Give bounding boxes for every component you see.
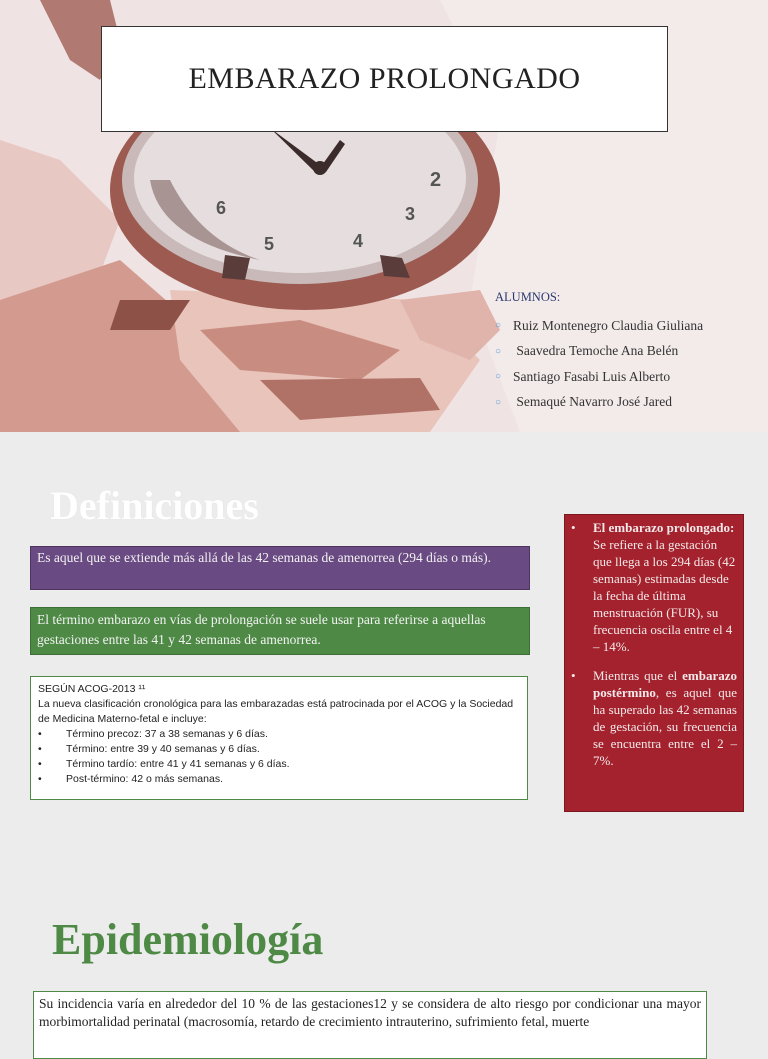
clock-number-3: 3 [405,204,416,224]
acog-heading: SEGÚN ACOG-2013 ¹¹ [38,683,146,695]
slide-title: EMBARAZO PROLONGADO [188,62,581,95]
student-item: ○ Semaqué Navarro José Jared [495,394,672,410]
list-item: • Término tardío: entre 41 y 41 semanas y 6 días. [38,758,290,770]
clock-number-2: 2 [430,169,442,191]
student-item: ○ Santiago Fasabi Luis Alberto [495,368,671,384]
epidemiology-text-box: Su incidencia varía en alrededor del 10 % de las gestaciones12 y se considera de alto riesgo por condicionar una mayor morbimortalidad perinatal (macrosomía, retardo de crecimiento intrauterino, sufrimiento fetal, muerte [33,991,707,1059]
clock-number-4: 4 [353,231,364,251]
list-item: • Término: entre 39 y 40 semanas y 6 días. [38,743,260,755]
circle-bullet-icon: ○ [495,396,502,408]
epidemiology-title: Epidemiología [52,915,324,964]
circle-bullet-icon: ○ [495,371,502,383]
student-item: ○ Ruiz Montenegro Claudia Giuliana [495,317,704,333]
list-item: • Post-término: 42 o más semanas. [38,773,223,785]
student-item: ○ Saavedra Temoche Ana Belén [495,343,679,359]
definitions-slide [0,432,768,864]
bullet-icon: • [38,728,42,740]
list-item: • El embarazo prolongado: Se refiere a la gestación que llega a los 294 días (42 semanas) estimadas desde la fecha de última menstruación (FUR), su frecuencia oscila entre el 4 – 14%. [571,520,736,654]
definition-green-box: El término embarazo en vías de prolongación se suele usar para referirse a aquellas gestaciones entre las 41 y 42 semanas de amenorrea. [30,607,530,655]
title-box [101,26,668,132]
clock-number-5: 5 [264,234,275,254]
title-slide [0,0,768,432]
circle-bullet-icon: ○ [495,345,502,357]
bullet-icon: • [38,758,42,770]
bullet-icon: • [571,668,576,683]
definitions-title: Definiciones [50,483,259,528]
list-item: • Término precoz: 37 a 38 semanas y 6 días. [38,728,268,740]
bullet-icon: • [38,773,42,785]
list-item: • Mientras que el embarazo postérmino, es aquel que ha superado las 42 semanas de gestación, su frecuencia se encuentra entre el 2 – 7%. [571,668,737,768]
clock-number-6: 6 [216,198,227,218]
bullet-icon: • [571,520,576,535]
students-list [495,290,765,415]
acog-classification-box [30,676,528,800]
acog-intro: La nueva clasificación cronológica para las embarazadas está patrocinada por el ACOG y la Sociedad de Medicina Materno-fetal e incluye: [38,698,514,725]
circle-bullet-icon: ○ [495,320,502,332]
definition-red-box [564,514,744,812]
bullet-icon: • [38,743,42,755]
epidemiology-slide [0,864,768,1029]
definition-purple-box: Es aquel que se extiende más allá de las 42 semanas de amenorrea (294 días o más). [30,546,530,590]
students-header: ALUMNOS: [495,290,561,304]
